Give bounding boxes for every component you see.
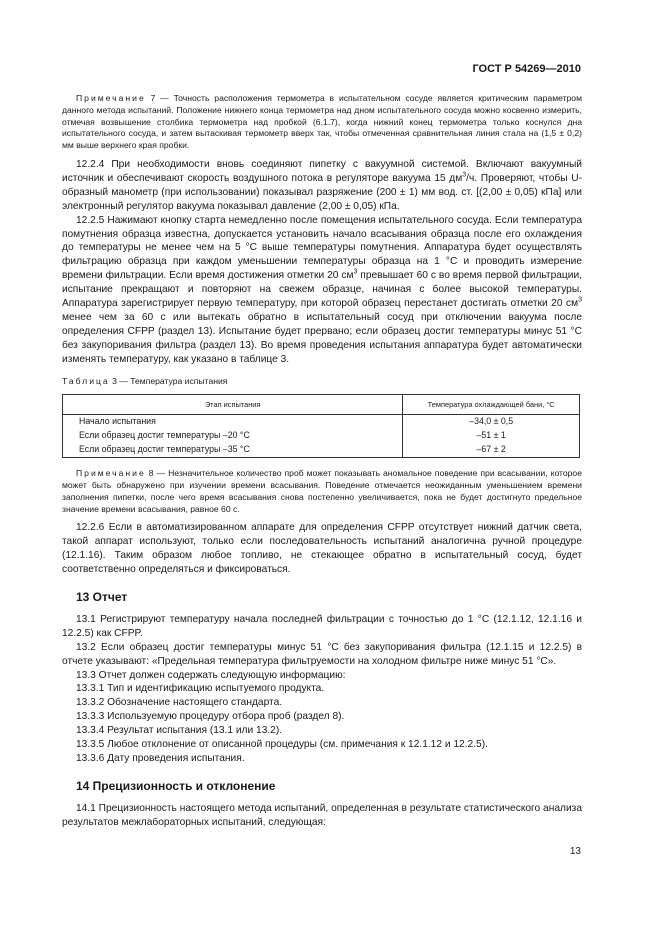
table-caption-text: 3 — Температура испытания (109, 375, 228, 386)
section-13-heading: 13 Отчет (76, 590, 128, 605)
stage-cell: Если образец достиг температуры –20 °С (63, 429, 403, 443)
text-run: превышает 60 с во время первой фильтрации, испытание прекращают и повторяют на свежем образце, начиная с более высокой температуры. Аппаратура зарегистрирует первую температуру, при которой образец перестанет достигать отметки 20 см (62, 270, 582, 310)
paragraph-13-1: 13.1 Регистрируют температуру начала последней фильтрации с точностью до 1 °С (12.1.12, 12.1.16 и 12.2.5) как CFPP. (62, 613, 582, 639)
text-run: /ч. Проверяют, чтобы U-образный манометр (при использовании) показывал разряжение (200 ± 1) мм вод. ст. [(2,00 ± 0,05) кПа] или электронный регулятор вакуума показывал давление (2,00 ± 0,05) кПа. (62, 172, 582, 212)
note-label: Примечание (76, 468, 146, 479)
table-caption (62, 375, 582, 389)
table-row (63, 443, 580, 457)
superscript: 3 (578, 296, 582, 304)
note-text: 8 — Незначительное количество проб может показывать аномальное поведение при всасывании, которое может быть обнаружено при изучении времени всасывания. Поведение отмечается неожиданным уменьшением времени заполнения пипетки, после чего время всасывания снова постепенно увеличивается, пока не будет достигнуто предельное значение времени всасывания, равное 60 с. (62, 468, 582, 514)
list-item: 13.3.1 Тип и идентификацию испытуемого продукта. (76, 683, 325, 695)
paragraph-12-2-6: 12.2.6 Если в автоматизированном аппарате для определения CFPP отсутствует нижний датчик света, такой аппарат используют, только если последовательность испытаний аналогична ручной процедуре (12.1.16). Таким образом любое топливо, не стекающее обратно в испытательный сосуд, будет соответственно определяться и фиксироваться. (62, 522, 582, 576)
note-label: Примечание (76, 93, 146, 103)
temperature-table (62, 394, 580, 458)
list-item: 13.3.4 Результат испытания (13.1 или 13.2). (76, 725, 283, 737)
paragraph-12-2-4 (62, 158, 582, 214)
temperature-cell: –51 ± 1 (403, 429, 580, 443)
paragraph-14-1: 14.1 Прецизионность настоящего метода испытаний, определенная в результате статистического анализа результатов межлабораторных испытаний, следующая: (62, 802, 582, 828)
note-7 (62, 93, 582, 152)
page-content (62, 90, 582, 830)
paragraph-12-2-5 (62, 214, 582, 367)
note-text: 7 — Точность расположения термометра в испытательном сосуде является критическим параметром данного метода испытаний. Положение нижнего конца термометра над дном испытательного сосуда можно косвенно измерить, отмечая возвышение столбика термометра над пробкой (6.1.7), когда нижний конец термометра только коснулся дна испытательного сосуда, и затем вытаскивая термометр вверх так, чтобы отмеченная сравнительная линия стала на (1,5 ± 0,2) мм выше верхнего края пробки. (62, 93, 582, 151)
list-item: 13.3.2 Обозначение настоящего стандарта. (76, 697, 283, 709)
list-item: 13.3.6 Дату проведения испытания. (76, 752, 245, 764)
temperature-cell: –34,0 ± 0,5 (403, 415, 580, 429)
note-8 (62, 468, 582, 515)
text-run: 12.2.4 При необходимости вновь соединяют пипетку с вакуумной системой. Включают вакуумный источник и обеспечивают скорость воздушного потока в регуляторе вакуума 15 дм (62, 158, 582, 184)
temperature-cell: –67 ± 2 (403, 443, 580, 457)
stage-cell: Начало испытания (63, 415, 403, 429)
column-header-temperature: Температура охлаждающей бани, °С (403, 395, 580, 415)
standard-header: ГОСТ Р 54269—2010 (472, 63, 581, 75)
table-caption-label: Таблица (62, 375, 110, 386)
section-14-heading: 14 Прецизионность и отклонение (76, 778, 276, 793)
table-row (63, 415, 580, 429)
column-header-stage: Этап испытания (63, 395, 403, 415)
list-item: 13.3.5 Любое отклонение от описанной процедуры (см. примечания к 12.1.12 и 12.2.5). (76, 739, 488, 751)
paragraph-13-2: 13.2 Если образец достиг температуры минус 51 °С без закупоривания фильтра (12.1.15 и 12.2.5) в отчете указывают: «Предельная температура фильтруемости на холодном фильтре ниже минус 51 °С». (62, 641, 582, 667)
stage-cell: Если образец достиг температуры –35 °С (63, 443, 403, 457)
table-row (63, 429, 580, 443)
paragraph-13-3: 13.3 Отчет должен содержать следующую информацию: (76, 669, 346, 681)
page-number: 13 (569, 846, 581, 857)
superscript: 3 (353, 268, 358, 276)
text-run: 12.2.5 Нажимают кнопку старта немедленно после помещения испытательного сосуда. Если температура помутнения образца известна, допускается установить начало всасывания образца после его охлаждения до температуры не менее чем на 5 °С выше температуры помутнения. Аппаратура будет осуществлять фильтрацию образца при каждом уменьшении температуры образца на 1 °С и проводить измерение времени фильтрации. Если время достижения отметки 20 см (62, 214, 582, 282)
superscript: 3 (462, 171, 467, 179)
list-item: 13.3.3 Используемую процедуру отбора проб (раздел 8). (76, 711, 345, 723)
table-header-row (63, 395, 580, 415)
text-run: менее чем за 60 с или вытекать обратно в испытательный сосуд при отключении вакуума после определения CFPP (раздел 13). Испытание будет прервано; если образец достиг температуры минус 51 °С без закупоривания фильтра (раздел 13). Во время проведения испытания аппаратура будет автоматически изменять температуру, как указано в таблице 3. (62, 311, 582, 365)
